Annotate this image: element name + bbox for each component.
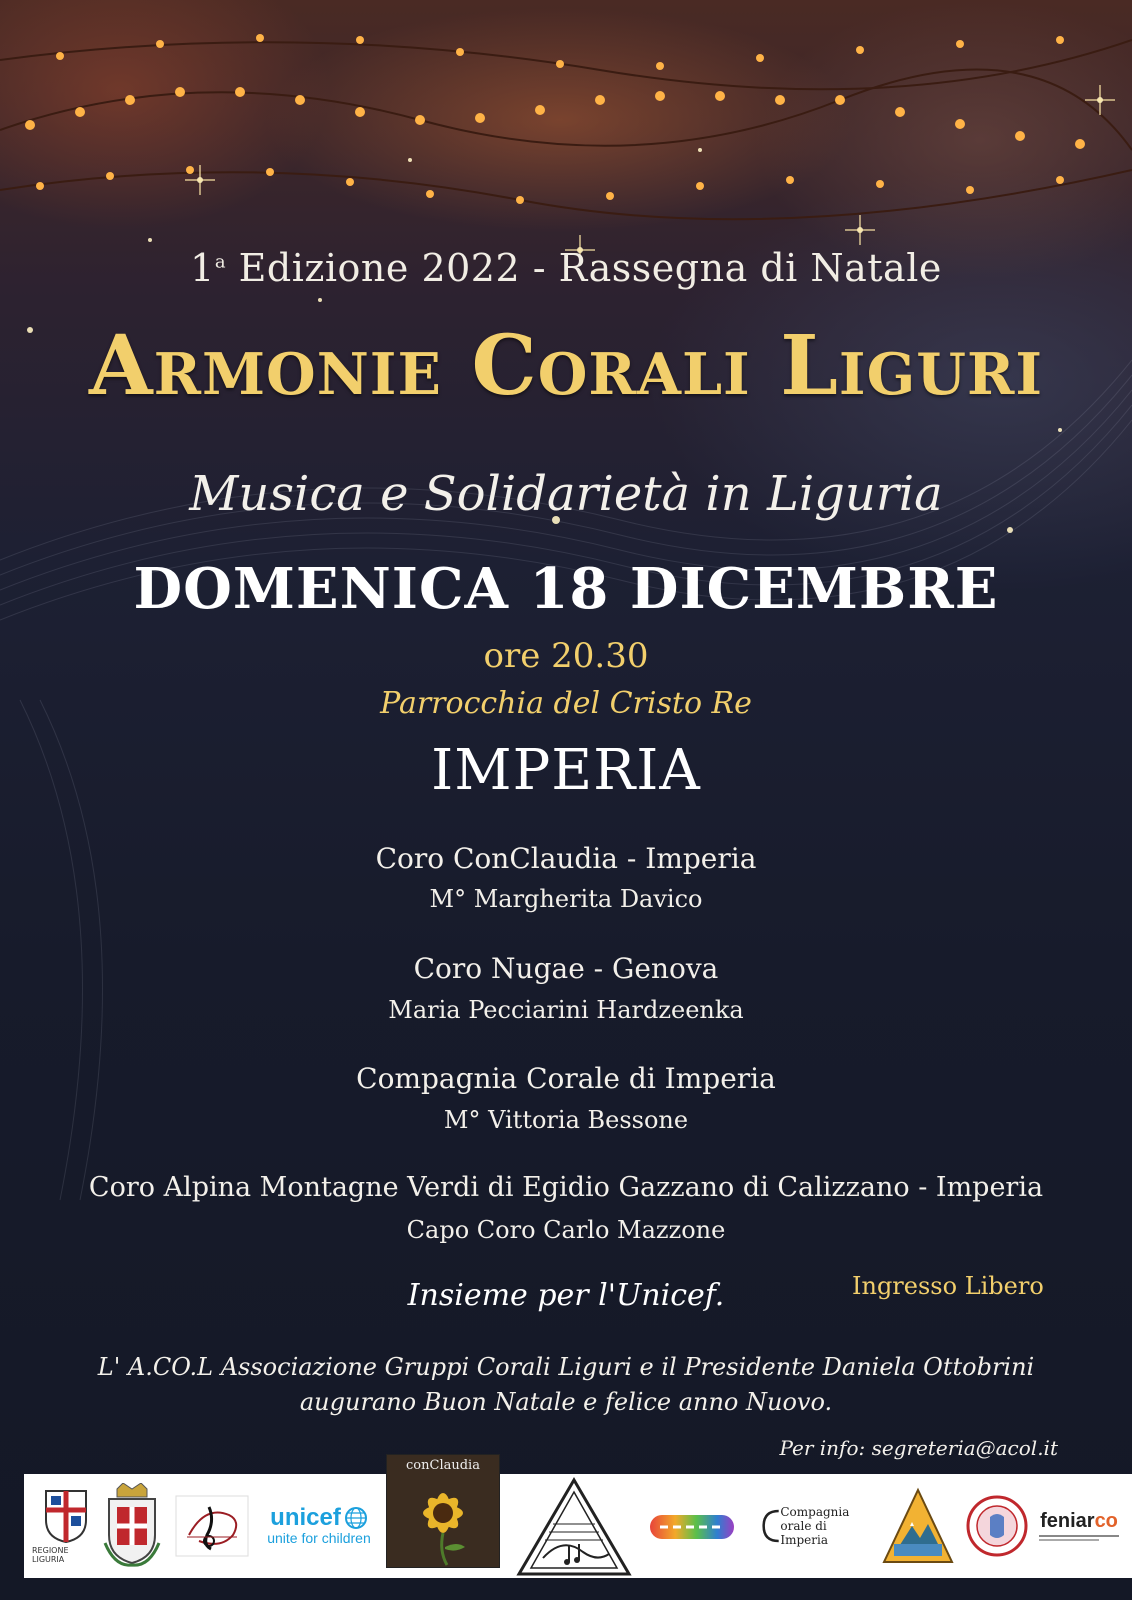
city-crest-icon bbox=[103, 1483, 161, 1569]
feniarco-wordmark: feniarco bbox=[1040, 1509, 1118, 1532]
compagnia-subname: orale di Imperia bbox=[780, 1519, 828, 1547]
coro-alpina-logo bbox=[876, 1474, 960, 1578]
compagnia-name: Compagnia bbox=[780, 1505, 850, 1519]
choir-name: Coro Nugae - Genova bbox=[413, 952, 719, 985]
unicef-tagline: unite for children bbox=[267, 1530, 371, 1546]
main-title: Armonie Corali Liguri bbox=[88, 318, 1044, 414]
coralmente-logo bbox=[964, 1474, 1030, 1578]
unicef-logo bbox=[260, 1474, 378, 1578]
sponsor-logo-strip bbox=[24, 1474, 1132, 1578]
choir-name: Coro Alpina Montagne Verdi di Egidio Gazzano di Calizzano - Imperia bbox=[88, 1172, 1044, 1203]
subtitle: Musica e Solidarietà in Liguria bbox=[189, 466, 943, 522]
imperia-crest-logo bbox=[100, 1474, 164, 1578]
mountain-badge-icon bbox=[880, 1486, 956, 1566]
conclaudia-title: conClaudia bbox=[406, 1458, 480, 1473]
unicef-globe-icon bbox=[344, 1506, 368, 1530]
greeting-line: L' A.CO.L Associazione Gruppi Corali Liguri e il Presidente Daniela Ottobrini bbox=[97, 1353, 1035, 1381]
compagnia-corale-logo bbox=[762, 1474, 862, 1578]
round-badge-icon bbox=[966, 1495, 1028, 1557]
triangle-emblem-icon bbox=[513, 1474, 635, 1578]
compagnia-c-icon bbox=[762, 1502, 780, 1550]
choir-name: Coro ConClaudia - Imperia bbox=[375, 842, 757, 875]
unicef-line: Insieme per l'Unicef. bbox=[407, 1278, 725, 1313]
bottom-band bbox=[0, 1578, 1132, 1600]
event-time: ore 20.30 bbox=[483, 636, 649, 676]
choir-director: Capo Coro Carlo Mazzone bbox=[406, 1216, 726, 1244]
feniarco-tagline-icon bbox=[1039, 1533, 1119, 1543]
event-date: DOMENICA 18 DICEMBRE bbox=[133, 556, 999, 622]
acol-triangle-logo bbox=[510, 1474, 638, 1578]
regione-liguria-crest-icon bbox=[43, 1488, 89, 1544]
free-entry-label: Ingresso Libero bbox=[852, 1272, 1044, 1300]
regione-liguria-logo bbox=[32, 1474, 100, 1578]
greeting-line: augurano Buon Natale e felice anno Nuovo. bbox=[299, 1388, 833, 1416]
feniarco-logo bbox=[1030, 1474, 1128, 1578]
nugae-logo bbox=[644, 1474, 740, 1578]
choir-name: Compagnia Corale di Imperia bbox=[356, 1062, 776, 1095]
regione-liguria-caption: REGIONE LIGURIA bbox=[32, 1546, 69, 1564]
treble-clef-logo-icon bbox=[175, 1495, 249, 1557]
event-city: IMPERIA bbox=[431, 738, 701, 803]
choir-director: M° Margherita Davico bbox=[429, 885, 703, 913]
conclaudia-logo bbox=[386, 1454, 500, 1568]
info-contact: Per info: segreteria@acol.it bbox=[779, 1436, 1058, 1460]
sunflower-icon bbox=[387, 1455, 499, 1567]
event-venue: Parrocchia del Cristo Re bbox=[380, 686, 752, 721]
choir-director: M° Vittoria Bessone bbox=[443, 1106, 689, 1134]
unicef-name: unicef bbox=[270, 1504, 341, 1531]
edition-heading: 1$^a$ Edizione 2022 - Rassegna di Natale bbox=[190, 246, 942, 290]
nugae-wordmark-icon bbox=[646, 1501, 738, 1551]
choir-director: Maria Pecciarini Hardzeenka bbox=[388, 996, 744, 1024]
acol-music-logo bbox=[174, 1474, 250, 1578]
